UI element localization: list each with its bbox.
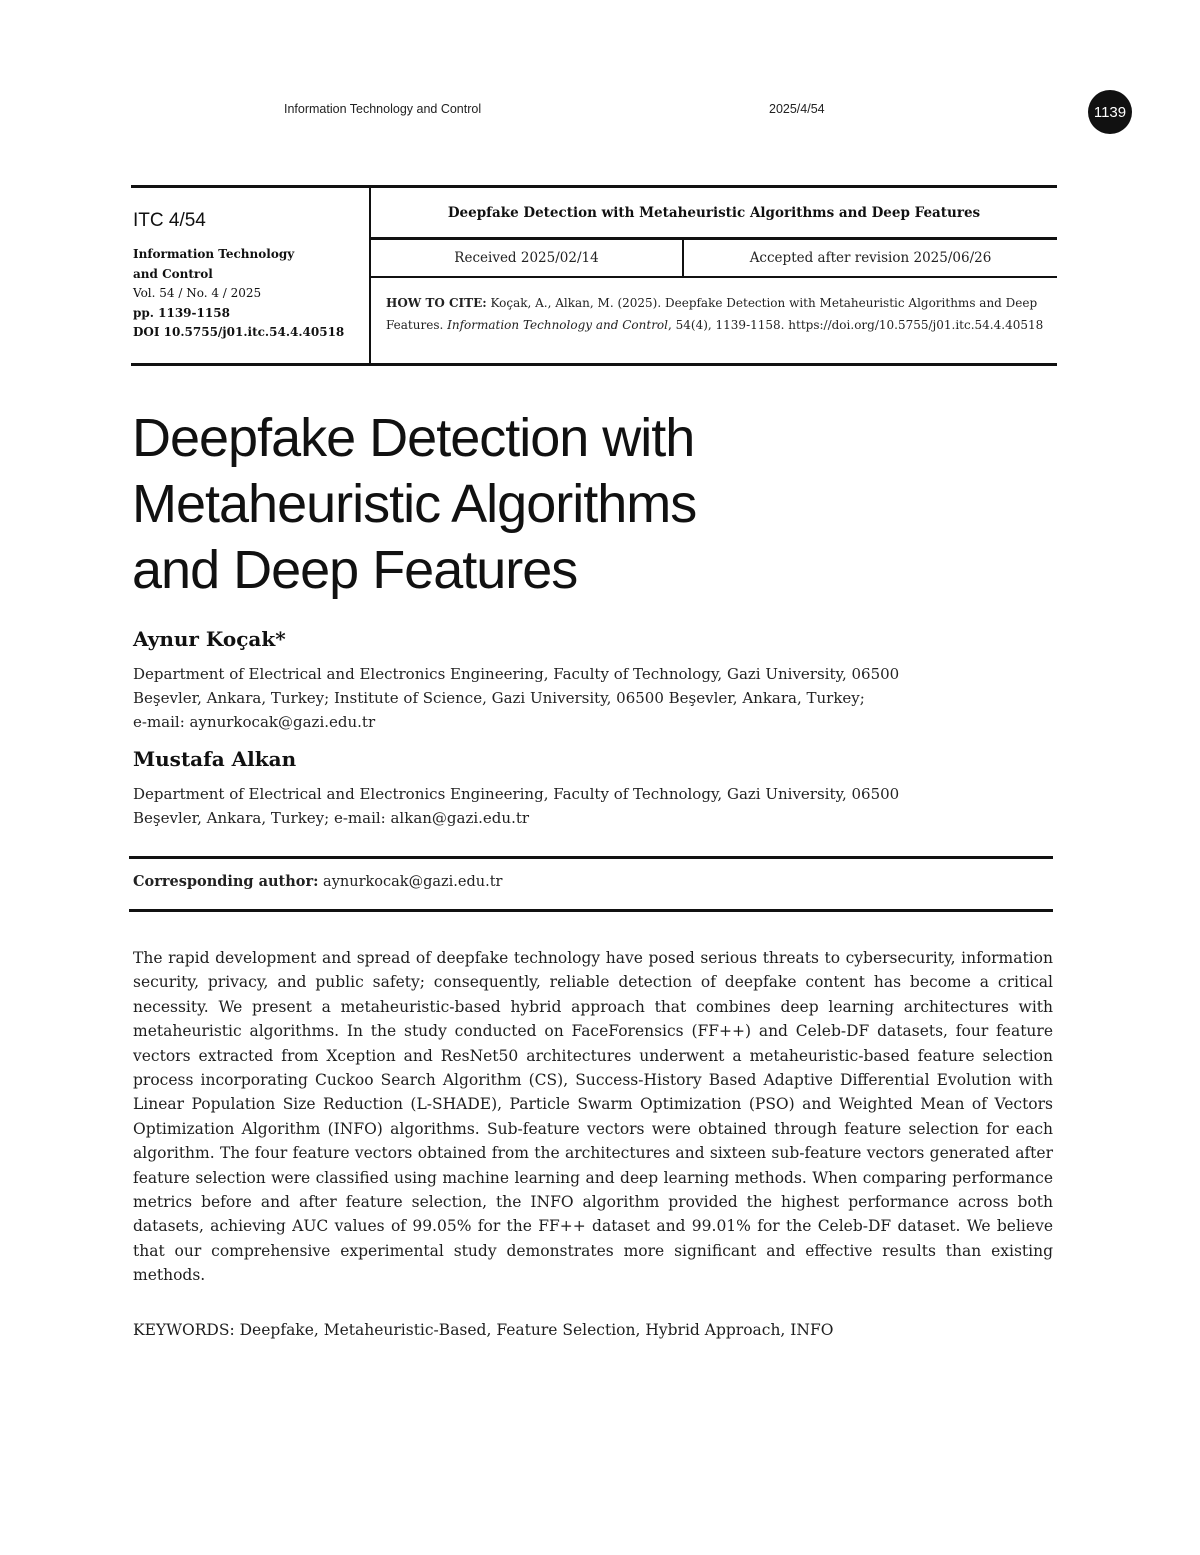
affiliation-line: Department of Electrical and Electronics Engineering, Faculty of Technology, Gazi University, 06500 <box>133 665 900 683</box>
affiliation-line: Beşevler, Ankara, Turkey; Institute of Science, Gazi University, 06500 Beşevler, Ankara, Turkey; <box>133 689 865 707</box>
keywords: KEYWORDS: Deepfake, Metaheuristic-Based, Feature Selection, Hybrid Approach, INFO <box>133 1321 834 1339</box>
abstract-text: The rapid development and spread of deepfake technology have posed serious threats to cybersecurity, information security, privacy, and public safety; consequently, reliable detection of deepfake content has become a critical necessity. We present a metaheuristic-based hybrid approach that combines deep learning architectures with metaheuristic algorithms. In the study conducted on FaceForensics (FF++) and Celeb-DF datasets, four feature vectors extracted from Xception and ResNet50 architectures underwent a metaheuristic-based feature selection process incorporating Cuckoo Search Algorithm (CS), Success-History Based Adaptive Differential Evolution with Linear Population Size Reduction (L-SHADE), Particle Swarm Optimization (PSO) and Weighted Mean of Vectors Optimization Algorithm (INFO) algorithms. Sub-feature vectors were obtained through feature selection for each algorithm. The four feature vectors obtained from the architectures and sixteen sub-feature vectors generated after feature selection were classified using machine learning and deep learning methods. When comparing performance metrics before and after feature selection, the INFO algorithm provided the highest performance across both datasets, achieving AUC values of 99.05% for the FF++ dataset and 99.01% for the Celeb-DF dataset. We believe that our comprehensive experimental study demonstrates more significant and effective results than existing methods. <box>133 949 1053 1285</box>
author-affiliation <box>133 662 1013 734</box>
article-meta-panel <box>371 188 1057 363</box>
volume-info: Vol. 54 / No. 4 / 2025 <box>133 286 262 300</box>
short-title: Deepfake Detection with Metaheuristic Algorithms and Deep Features <box>371 188 1057 240</box>
corresponding-label: Corresponding author: <box>133 873 319 890</box>
accepted-date: Accepted after revision 2025/06/26 <box>749 250 992 266</box>
cite-journal: Information Technology and Control <box>447 318 668 332</box>
journal-name-line2: and Control <box>133 266 213 281</box>
title-line-1: Deepfake Detection with <box>132 408 695 468</box>
running-header-journal: Information Technology and Control <box>284 102 482 116</box>
corresponding-email: aynurkocak@gazi.edu.tr <box>318 874 503 890</box>
journal-name-line1: Information Technology <box>133 247 295 261</box>
itc-code: ITC 4/54 <box>133 210 206 231</box>
affiliation-line: e-mail: aynurkocak@gazi.edu.tr <box>133 713 376 731</box>
corresponding-author <box>133 873 502 890</box>
author-name: Aynur Koçak* <box>133 627 286 651</box>
article-info-box <box>131 185 1057 366</box>
article-title <box>132 405 892 603</box>
page-number-badge: 1139 <box>1088 90 1132 134</box>
cite-text-1: Koçak, A., Alkan, M. (2025). Deepfake Detection with Metaheuristic Algorithms and Deep Features. <box>386 296 1038 332</box>
dates-row <box>371 240 1057 278</box>
cite-label: HOW TO CITE: <box>386 296 487 310</box>
how-to-cite <box>386 292 1050 336</box>
cite-text-2: , 54(4), 1139-1158. https://doi.org/10.5755/j01.itc.54.4.40518 <box>668 318 1044 332</box>
running-header <box>0 102 1200 122</box>
divider-rule <box>129 909 1053 912</box>
received-date: Received 2025/02/14 <box>371 240 684 276</box>
affiliation-line: Department of Electrical and Electronics Engineering, Faculty of Technology, Gazi University, 06500 <box>133 785 900 803</box>
title-line-3: and Deep Features <box>132 540 578 600</box>
divider-rule <box>129 856 1053 859</box>
doi-info: DOI 10.5755/j01.itc.54.4.40518 <box>133 325 345 339</box>
journal-details <box>133 245 363 343</box>
journal-info-panel <box>131 188 371 363</box>
author-name: Mustafa Alkan <box>133 747 297 771</box>
affiliation-line: Beşevler, Ankara, Turkey; e-mail: alkan@gazi.edu.tr <box>133 809 530 827</box>
author-affiliation <box>133 782 1013 830</box>
title-line-2: Metaheuristic Algorithms <box>132 474 697 534</box>
running-header-issue: 2025/4/54 <box>769 102 825 116</box>
pages-info: pp. 1139-1158 <box>133 305 230 320</box>
